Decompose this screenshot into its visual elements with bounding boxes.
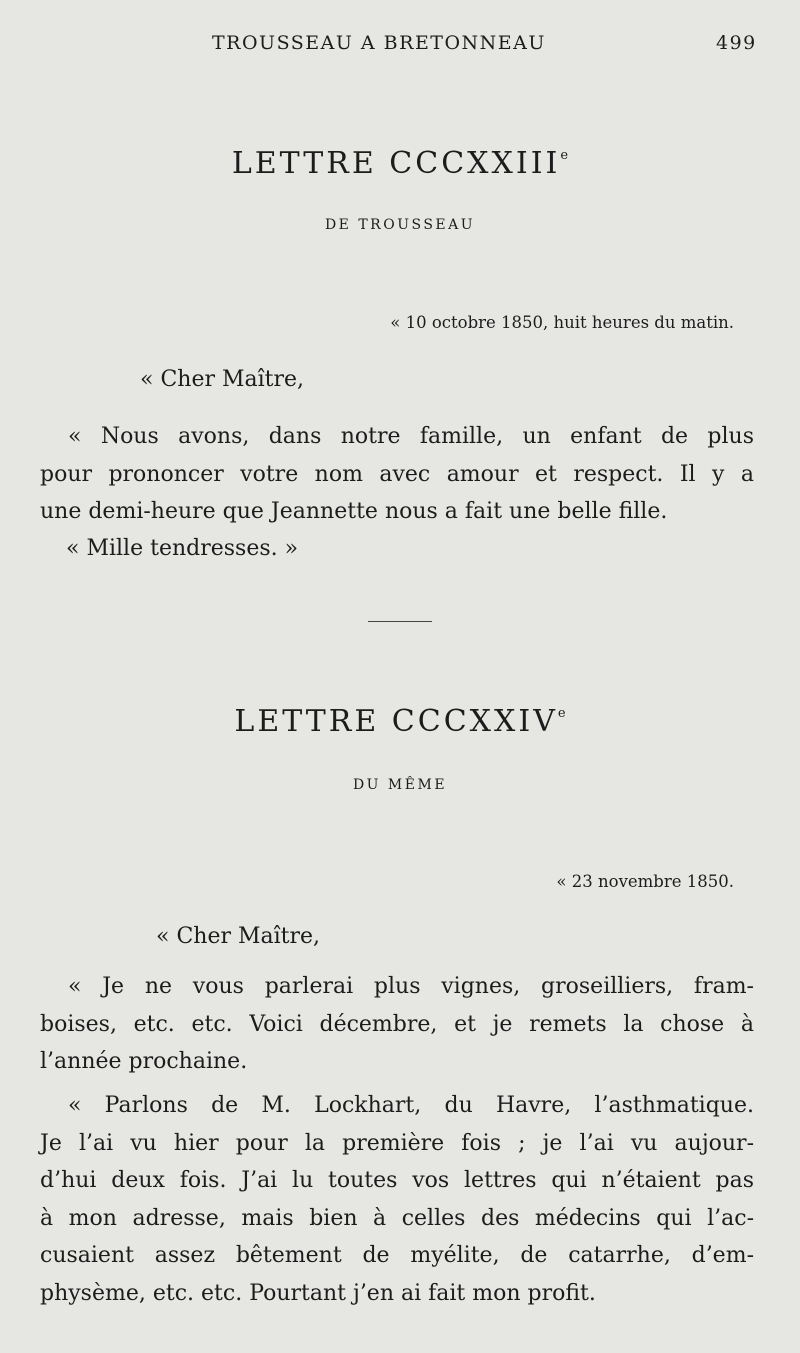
section-divider [368, 621, 432, 622]
page-number: 499 [716, 32, 757, 54]
salutation: « Cher Maître, [140, 367, 305, 392]
text-line: d’hui deux fois. J’ai lu toutes vos lettres qui n’étaient pas [40, 1168, 754, 1194]
text-line: « Parlons de M. Lockhart, du Havre, l’asthmatique. [68, 1093, 754, 1118]
letter-paragraph [40, 968, 754, 1081]
text-line: physème, etc. etc. Pourtant j’en ai fait mon profit. [40, 1280, 596, 1306]
letter-title [0, 704, 800, 739]
text-line: pour prononcer votre nom avec amour et respect. Il y a [40, 461, 754, 487]
closing: « Mille tendresses. » [66, 536, 299, 561]
letter-number: LETTRE CCCXXIII [231, 146, 561, 181]
letter-number: LETTRE CCCXXIV [234, 704, 558, 739]
text-line: une demi-heure que Jeannette nous a fait une belle fille. [40, 499, 668, 525]
text-line: « Nous avons, dans notre famille, un enfant de plus [68, 424, 754, 449]
text-line: cusaient assez bêtement de myélite, de catarrhe, d’em- [40, 1243, 754, 1269]
letter-paragraph [40, 1087, 754, 1313]
text-line: à mon adresse, mais bien à celles des médecins qui l’ac- [40, 1205, 754, 1231]
letter-sender: DU MÊME [352, 777, 448, 793]
letter-paragraph [40, 418, 754, 531]
text-line: l’année prochaine. [40, 1049, 248, 1075]
text-line: « Je ne vous parlerai plus vignes, groseilliers, fram- [68, 974, 754, 999]
ordinal-superscript: e [557, 706, 566, 721]
text-line: Je l’ai vu hier pour la première fois ; je l’ai vu aujour- [40, 1130, 754, 1156]
letter-title [0, 146, 800, 181]
ordinal-superscript: e [560, 148, 569, 163]
letter-date: « 23 novembre 1850. [556, 872, 734, 891]
text-line: boises, etc. etc. Voici décembre, et je remets la chose à [40, 1011, 754, 1037]
letter-sender: DE TROUSSEAU [324, 217, 476, 233]
salutation: « Cher Maître, [156, 924, 321, 949]
running-title: TROUSSEAU A BRETONNEAU [212, 32, 546, 54]
letter-date: « 10 octobre 1850, huit heures du matin. [390, 313, 734, 332]
